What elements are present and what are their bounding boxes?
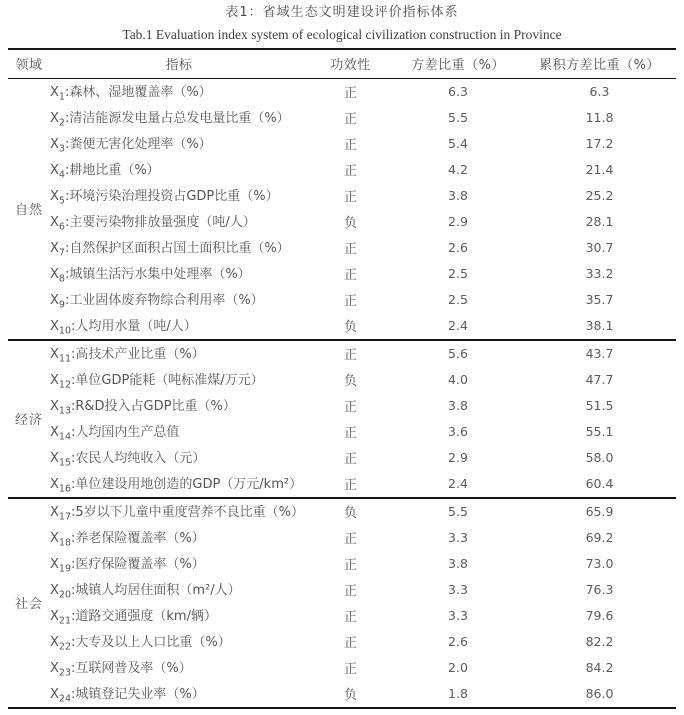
- table-row: [8, 313, 676, 340]
- indicator-label: :养老保险覆盖率（%）: [71, 530, 205, 546]
- cumulative-cell: 79.6: [585, 608, 614, 623]
- cumulative-cell: 35.7: [585, 292, 614, 307]
- variance-cell: 3.8: [448, 556, 468, 571]
- efficacy-cell: 正: [343, 610, 357, 625]
- table-title-en: Tab.1 Evaluation index system of ecological civilization construction in Province: [122, 27, 562, 42]
- variance-cell: 2.4: [448, 476, 468, 491]
- indicator-cell: [50, 445, 308, 471]
- indicator-symbol: X: [50, 398, 59, 414]
- indicator-label: :人均用水量（吨/人）: [71, 318, 197, 334]
- table-section: [8, 340, 676, 498]
- indicator-symbol: X: [50, 608, 59, 624]
- indicator-subscript: 19: [58, 563, 71, 575]
- indicator-subscript: 3: [58, 143, 65, 155]
- indicator-cell: [50, 577, 308, 603]
- indicator-subscript: 20: [58, 589, 71, 601]
- indicator-symbol: X: [50, 686, 59, 702]
- col-header-domain: 领域: [15, 58, 43, 74]
- table-row: [8, 183, 676, 209]
- efficacy-cell: 正: [343, 558, 357, 573]
- indicator-cell: [50, 551, 308, 577]
- indicator-symbol: X: [50, 476, 59, 492]
- table-row: [8, 681, 676, 708]
- efficacy-cell: 负: [343, 374, 357, 389]
- indicator-cell: [50, 313, 308, 340]
- efficacy-cell: 正: [343, 452, 357, 467]
- efficacy-cell: 正: [343, 268, 357, 283]
- indicator-label: :单位GDP能耗（吨标准煤/万元）: [71, 372, 264, 388]
- table-row: [8, 603, 676, 629]
- variance-cell: 3.3: [448, 582, 468, 597]
- indicator-cell: [50, 131, 308, 157]
- efficacy-cell: 正: [343, 584, 357, 599]
- table-row: [8, 209, 676, 235]
- cumulative-cell: 47.7: [585, 372, 614, 387]
- indicator-cell: [50, 235, 308, 261]
- indicator-label: :环境污染治理投资占GDP比重（%）: [64, 188, 279, 204]
- variance-cell: 2.6: [448, 634, 468, 649]
- domain-cell: 经济: [14, 413, 43, 428]
- variance-cell: 3.6: [448, 424, 468, 439]
- efficacy-cell: 负: [343, 688, 357, 703]
- indicator-symbol: X: [50, 266, 59, 282]
- col-header-cumulative: 累积方差比重（%）: [539, 58, 660, 74]
- cumulative-cell: 21.4: [585, 162, 614, 177]
- indicator-cell: [50, 498, 308, 525]
- indicator-symbol: X: [50, 504, 59, 520]
- table-header: [8, 49, 676, 78]
- indicator-symbol: X: [50, 346, 59, 362]
- cumulative-cell: 84.2: [585, 660, 614, 675]
- efficacy-cell: 正: [343, 400, 357, 415]
- efficacy-cell: 正: [343, 86, 357, 101]
- variance-cell: 5.5: [448, 110, 468, 125]
- indicator-symbol: X: [50, 556, 59, 572]
- cumulative-cell: 55.1: [585, 424, 614, 439]
- indicator-subscript: 16: [58, 483, 71, 495]
- indicator-symbol: X: [50, 424, 59, 440]
- variance-cell: 3.3: [448, 608, 468, 623]
- indicator-label: :森林、湿地覆盖率（%）: [64, 84, 212, 100]
- indicator-symbol: X: [50, 292, 59, 308]
- cumulative-cell: 58.0: [585, 450, 614, 465]
- efficacy-cell: 负: [343, 320, 357, 335]
- variance-cell: 2.4: [448, 318, 468, 333]
- table-row: [8, 235, 676, 261]
- indicator-subscript: 11: [58, 353, 71, 365]
- indicator-label: :单位建设用地创造的GDP（万元/km²）: [71, 476, 303, 492]
- col-header-variance: 方差比重（%）: [411, 58, 505, 74]
- cumulative-cell: 86.0: [585, 686, 614, 701]
- indicator-symbol: X: [50, 188, 59, 204]
- efficacy-cell: 正: [343, 348, 357, 363]
- indicator-cell: [50, 261, 308, 287]
- cumulative-cell: 65.9: [585, 504, 614, 519]
- variance-cell: 5.6: [448, 346, 468, 361]
- indicator-subscript: 22: [58, 641, 71, 653]
- indicator-symbol: X: [50, 84, 59, 100]
- indicator-subscript: 9: [58, 299, 65, 311]
- indicator-subscript: 13: [58, 405, 71, 417]
- efficacy-cell: 正: [343, 138, 357, 153]
- indicator-cell: [50, 78, 308, 105]
- indicator-cell: [50, 603, 308, 629]
- indicator-label: :城镇生活污水集中处理率（%）: [64, 266, 251, 282]
- cumulative-cell: 38.1: [585, 318, 614, 333]
- indicator-label: :高技术产业比重（%）: [71, 346, 205, 362]
- cumulative-cell: 43.7: [585, 346, 614, 361]
- indicator-subscript: 18: [58, 537, 71, 549]
- evaluation-index-table: [8, 48, 676, 709]
- efficacy-cell: 负: [343, 216, 357, 231]
- cumulative-cell: 73.0: [585, 556, 614, 571]
- cumulative-cell: 17.2: [585, 136, 614, 151]
- indicator-label: :城镇人均居住面积（m²/人）: [71, 582, 241, 598]
- indicator-symbol: X: [50, 214, 59, 230]
- indicator-subscript: 5: [58, 195, 65, 207]
- table-row: [8, 629, 676, 655]
- indicator-symbol: X: [50, 634, 59, 650]
- indicator-symbol: X: [50, 372, 59, 388]
- indicator-label: :人均国内生产总值: [71, 424, 180, 440]
- indicator-cell: [50, 525, 308, 551]
- table-row: [8, 105, 676, 131]
- indicator-subscript: 24: [58, 693, 71, 705]
- indicator-label: :R&D投入占GDP比重（%）: [71, 398, 236, 414]
- indicator-subscript: 7: [58, 247, 65, 259]
- variance-cell: 2.5: [448, 266, 468, 281]
- col-header-efficacy: 功效性: [330, 58, 371, 74]
- cumulative-cell: 69.2: [585, 530, 614, 545]
- cumulative-cell: 60.4: [585, 476, 614, 491]
- efficacy-cell: 正: [343, 112, 357, 127]
- table-row: [8, 551, 676, 577]
- indicator-subscript: 15: [58, 457, 71, 469]
- indicator-label: :粪便无害化处理率（%）: [64, 136, 212, 152]
- indicator-label: :清洁能源发电量占总发电量比重（%）: [64, 110, 290, 126]
- table-row: [8, 157, 676, 183]
- table-title-cn: 表1：省域生态文明建设评价指标体系: [225, 5, 459, 20]
- indicator-label: :大专及以上人口比重（%）: [71, 634, 231, 650]
- table-row: [8, 655, 676, 681]
- indicator-label: :工业固体废弃物综合利用率（%）: [64, 292, 264, 308]
- efficacy-cell: 正: [343, 478, 357, 493]
- efficacy-cell: 正: [343, 662, 357, 677]
- cumulative-cell: 82.2: [585, 634, 614, 649]
- indicator-cell: [50, 340, 308, 367]
- variance-cell: 4.2: [448, 162, 468, 177]
- indicator-cell: [50, 629, 308, 655]
- variance-cell: 5.4: [448, 136, 468, 151]
- indicator-subscript: 21: [58, 615, 71, 627]
- variance-cell: 2.5: [448, 292, 468, 307]
- table-row: [8, 393, 676, 419]
- domain-cell: 自然: [14, 203, 43, 218]
- header-row: [8, 49, 676, 78]
- indicator-subscript: 23: [58, 667, 71, 679]
- table-row: [8, 577, 676, 603]
- indicator-symbol: X: [50, 136, 59, 152]
- indicator-label: :医疗保险覆盖率（%）: [71, 556, 205, 572]
- efficacy-cell: 负: [343, 506, 357, 521]
- variance-cell: 6.3: [448, 84, 468, 99]
- indicator-symbol: X: [50, 110, 59, 126]
- efficacy-cell: 正: [343, 426, 357, 441]
- indicator-symbol: X: [50, 530, 59, 546]
- indicator-symbol: X: [50, 450, 59, 466]
- cumulative-cell: 6.3: [589, 84, 610, 99]
- indicator-cell: [50, 157, 308, 183]
- indicator-subscript: 4: [58, 169, 65, 181]
- variance-cell: 3.8: [448, 188, 468, 203]
- cumulative-cell: 51.5: [585, 398, 614, 413]
- indicator-cell: [50, 105, 308, 131]
- table-row: [8, 525, 676, 551]
- indicator-subscript: 14: [58, 431, 71, 443]
- variance-cell: 2.0: [448, 660, 468, 675]
- table-row: [8, 498, 676, 525]
- variance-cell: 2.9: [448, 214, 468, 229]
- efficacy-cell: 正: [343, 532, 357, 547]
- table-row: [8, 471, 676, 498]
- indicator-label: :农民人均纯收入（元）: [71, 450, 206, 466]
- cumulative-cell: 25.2: [585, 188, 614, 203]
- indicator-subscript: 10: [58, 325, 71, 337]
- indicator-symbol: X: [50, 660, 59, 676]
- indicator-cell: [50, 367, 308, 393]
- indicator-label: :城镇登记失业率（%）: [71, 686, 205, 702]
- indicator-cell: [50, 393, 308, 419]
- indicator-symbol: X: [50, 582, 59, 598]
- variance-cell: 5.5: [448, 504, 468, 519]
- indicator-subscript: 17: [58, 511, 71, 523]
- indicator-cell: [50, 287, 308, 313]
- table-row: [8, 340, 676, 367]
- variance-cell: 3.3: [448, 530, 468, 545]
- efficacy-cell: 正: [343, 294, 357, 309]
- table-section: [8, 498, 676, 708]
- indicator-cell: [50, 655, 308, 681]
- variance-cell: 2.6: [448, 240, 468, 255]
- indicator-label: :互联网普及率（%）: [71, 660, 192, 676]
- cumulative-cell: 11.8: [585, 110, 614, 125]
- variance-cell: 1.8: [448, 686, 468, 701]
- efficacy-cell: 正: [343, 164, 357, 179]
- indicator-symbol: X: [50, 318, 59, 334]
- table-row: [8, 445, 676, 471]
- table-row: [8, 131, 676, 157]
- table-section: [8, 78, 676, 340]
- indicator-cell: [50, 209, 308, 235]
- indicator-subscript: 6: [58, 221, 65, 233]
- domain-cell: 社会: [14, 597, 43, 612]
- indicator-subscript: 12: [58, 379, 71, 391]
- cumulative-cell: 33.2: [585, 266, 614, 281]
- indicator-symbol: X: [50, 162, 59, 178]
- col-header-indicator: 指标: [165, 58, 193, 74]
- variance-cell: 4.0: [448, 372, 468, 387]
- indicator-cell: [50, 681, 308, 708]
- indicator-label: :主要污染物排放量强度（吨/人）: [64, 214, 256, 230]
- indicator-label: :耕地比重（%）: [64, 162, 160, 178]
- variance-cell: 2.9: [448, 450, 468, 465]
- cumulative-cell: 30.7: [585, 240, 614, 255]
- cumulative-cell: 76.3: [585, 582, 614, 597]
- indicator-subscript: 8: [58, 273, 65, 285]
- indicator-symbol: X: [50, 240, 59, 256]
- efficacy-cell: 正: [343, 242, 357, 257]
- table-row: [8, 367, 676, 393]
- indicator-label: :道路交通强度（km/辆）: [71, 608, 217, 624]
- indicator-subscript: 2: [58, 117, 65, 129]
- indicator-cell: [50, 471, 308, 498]
- indicator-label: :5岁以下儿童中重度营养不良比重（%）: [71, 504, 305, 520]
- table-row: [8, 78, 676, 105]
- table-row: [8, 287, 676, 313]
- indicator-cell: [50, 419, 308, 445]
- cumulative-cell: 28.1: [585, 214, 614, 229]
- variance-cell: 3.8: [448, 398, 468, 413]
- indicator-subscript: 1: [58, 91, 65, 103]
- indicator-cell: [50, 183, 308, 209]
- efficacy-cell: 正: [343, 190, 357, 205]
- table-row: [8, 419, 676, 445]
- efficacy-cell: 正: [343, 636, 357, 651]
- indicator-label: :自然保护区面积占国土面积比重（%）: [64, 240, 290, 256]
- table-row: [8, 261, 676, 287]
